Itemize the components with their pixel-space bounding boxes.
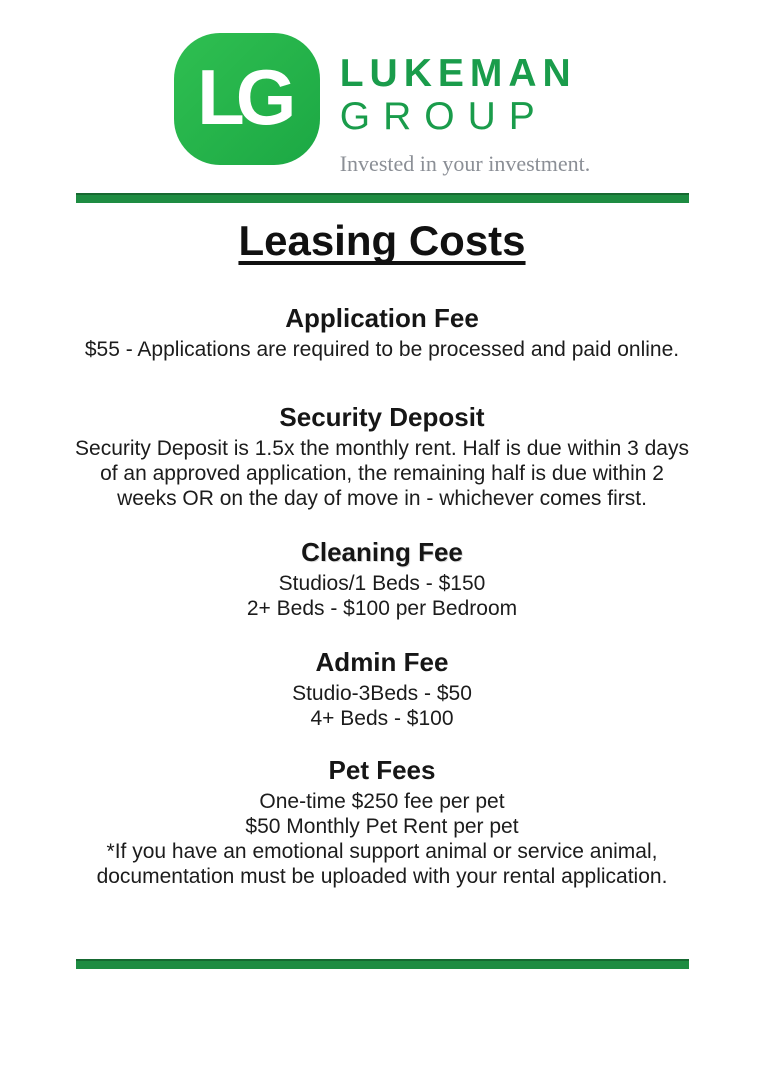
section-line: 2+ Beds - $100 per Bedroom [246, 597, 518, 621]
section-pet-fees [0, 755, 764, 889]
brand-name-line1: LUKEMAN [339, 52, 577, 95]
brand-tagline: Invested in your investment. [339, 150, 591, 176]
section-cleaning-fee [0, 537, 764, 621]
section-application-fee [0, 303, 764, 362]
brand-name-line2: GROUP [339, 94, 548, 138]
section-line: Studio-3Beds - $50 [292, 682, 472, 706]
section-security-deposit [0, 402, 764, 511]
section-line: One-time $250 fee per pet [259, 790, 505, 814]
section-line: Studios/1 Beds - $150 [278, 572, 486, 596]
section-heading: Admin Fee [315, 647, 449, 678]
section-line: Security Deposit is 1.5x the monthly rent. Half is due within 3 days of an approved application, the remaining half is due within 2 weeks OR on the day of move in - whichever comes first. [75, 437, 689, 511]
logo-monogram: LG [197, 53, 288, 141]
section-line: 4+ Beds - $100 [310, 707, 454, 731]
section-line: $55 - Applications are required to be processed and paid online. [84, 338, 680, 362]
section-heading: Security Deposit [279, 402, 485, 433]
section-admin-fee [0, 647, 764, 731]
section-heading: Cleaning Fee [301, 537, 463, 568]
section-line: $50 Monthly Pet Rent per pet [245, 815, 519, 839]
section-heading: Application Fee [285, 303, 479, 334]
bottom-divider [76, 959, 689, 969]
lukeman-group-logo-icon [174, 33, 320, 165]
page-title: Leasing Costs [238, 216, 526, 264]
header [0, 0, 764, 177]
brand-wordmark [340, 33, 591, 177]
section-line: *If you have an emotional support animal or service animal, documentation must be uploaded with your rental application. [96, 840, 668, 889]
sections [0, 303, 764, 889]
top-divider [76, 193, 689, 203]
section-heading: Pet Fees [328, 755, 436, 786]
